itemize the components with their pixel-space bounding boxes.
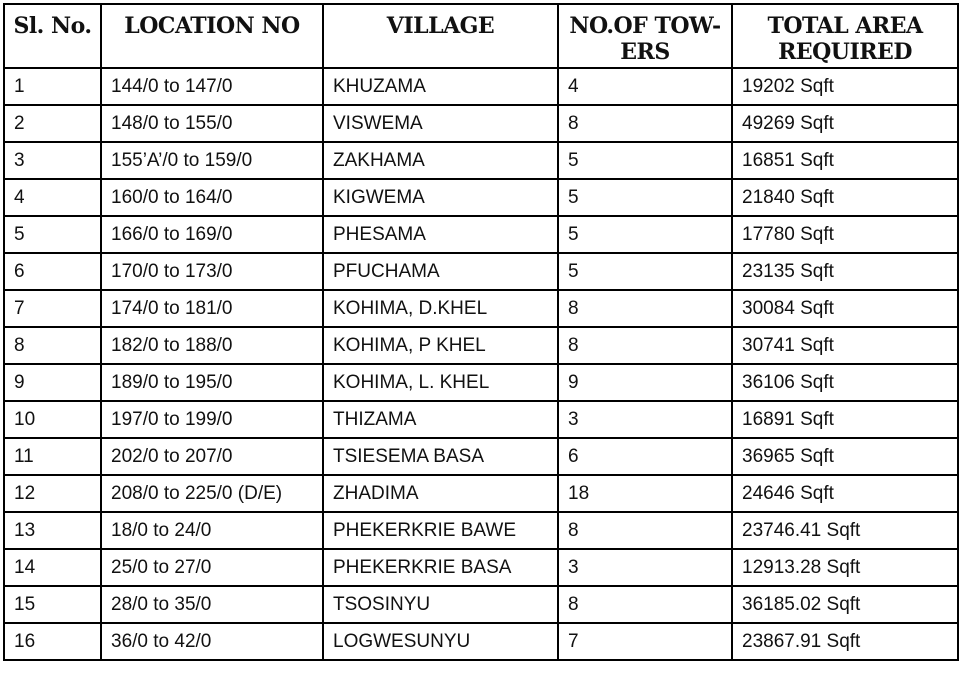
cell-location-no: 174/0 to 181/0 bbox=[101, 290, 323, 327]
cell-total-area: 23867.91 Sqft bbox=[732, 623, 958, 660]
cell-total-area: 36185.02 Sqft bbox=[732, 586, 958, 623]
cell-total-area: 49269 Sqft bbox=[732, 105, 958, 142]
cell-total-area: 16891 Sqft bbox=[732, 401, 958, 438]
cell-sl-no: 11 bbox=[4, 438, 101, 475]
cell-total-area: 36106 Sqft bbox=[732, 364, 958, 401]
cell-no-of-towers: 8 bbox=[558, 105, 732, 142]
cell-sl-no: 8 bbox=[4, 327, 101, 364]
cell-no-of-towers: 18 bbox=[558, 475, 732, 512]
cell-village: KOHIMA, L. KHEL bbox=[323, 364, 558, 401]
header-sl-no: Sl. No. bbox=[4, 4, 101, 68]
cell-no-of-towers: 4 bbox=[558, 68, 732, 105]
cell-village: TSIESEMA BASA bbox=[323, 438, 558, 475]
cell-village: ZHADIMA bbox=[323, 475, 558, 512]
header-no-of-towers-line-2: ERS bbox=[620, 39, 670, 65]
cell-location-no: 155’A’/0 to 159/0 bbox=[101, 142, 323, 179]
cell-village: TSOSINYU bbox=[323, 586, 558, 623]
cell-total-area: 19202 Sqft bbox=[732, 68, 958, 105]
cell-no-of-towers: 3 bbox=[558, 401, 732, 438]
cell-sl-no: 13 bbox=[4, 512, 101, 549]
cell-village: KIGWEMA bbox=[323, 179, 558, 216]
table-row bbox=[4, 327, 958, 364]
cell-sl-no: 10 bbox=[4, 401, 101, 438]
cell-sl-no: 6 bbox=[4, 253, 101, 290]
table-row bbox=[4, 512, 958, 549]
table-row bbox=[4, 253, 958, 290]
cell-location-no: 36/0 to 42/0 bbox=[101, 623, 323, 660]
cell-village: PHESAMA bbox=[323, 216, 558, 253]
cell-village: THIZAMA bbox=[323, 401, 558, 438]
cell-sl-no: 5 bbox=[4, 216, 101, 253]
header-total-area-required bbox=[732, 4, 958, 68]
table-body bbox=[4, 68, 958, 660]
cell-no-of-towers: 8 bbox=[558, 290, 732, 327]
cell-location-no: 18/0 to 24/0 bbox=[101, 512, 323, 549]
cell-sl-no: 15 bbox=[4, 586, 101, 623]
cell-total-area: 12913.28 Sqft bbox=[732, 549, 958, 586]
cell-total-area: 30084 Sqft bbox=[732, 290, 958, 327]
cell-sl-no: 16 bbox=[4, 623, 101, 660]
cell-village: VISWEMA bbox=[323, 105, 558, 142]
cell-total-area: 23135 Sqft bbox=[732, 253, 958, 290]
cell-location-no: 208/0 to 225/0 (D/E) bbox=[101, 475, 323, 512]
table-row bbox=[4, 179, 958, 216]
cell-village: PFUCHAMA bbox=[323, 253, 558, 290]
table-row bbox=[4, 142, 958, 179]
cell-location-no: 144/0 to 147/0 bbox=[101, 68, 323, 105]
table-row bbox=[4, 216, 958, 253]
header-no-of-towers bbox=[558, 4, 732, 68]
cell-sl-no: 4 bbox=[4, 179, 101, 216]
cell-total-area: 16851 Sqft bbox=[732, 142, 958, 179]
cell-village: KHUZAMA bbox=[323, 68, 558, 105]
cell-location-no: 189/0 to 195/0 bbox=[101, 364, 323, 401]
table-row bbox=[4, 290, 958, 327]
cell-location-no: 148/0 to 155/0 bbox=[101, 105, 323, 142]
cell-sl-no: 2 bbox=[4, 105, 101, 142]
table-row bbox=[4, 68, 958, 105]
cell-location-no: 202/0 to 207/0 bbox=[101, 438, 323, 475]
cell-total-area: 21840 Sqft bbox=[732, 179, 958, 216]
cell-total-area: 24646 Sqft bbox=[732, 475, 958, 512]
cell-no-of-towers: 8 bbox=[558, 586, 732, 623]
table-row bbox=[4, 549, 958, 586]
cell-no-of-towers: 5 bbox=[558, 216, 732, 253]
cell-location-no: 28/0 to 35/0 bbox=[101, 586, 323, 623]
table-row bbox=[4, 364, 958, 401]
cell-no-of-towers: 3 bbox=[558, 549, 732, 586]
cell-sl-no: 9 bbox=[4, 364, 101, 401]
cell-location-no: 25/0 to 27/0 bbox=[101, 549, 323, 586]
cell-village: KOHIMA, D.KHEL bbox=[323, 290, 558, 327]
towers-table bbox=[3, 3, 959, 661]
cell-village: PHEKERKRIE BASA bbox=[323, 549, 558, 586]
cell-no-of-towers: 6 bbox=[558, 438, 732, 475]
cell-sl-no: 1 bbox=[4, 68, 101, 105]
header-total-area-line-1: TOTAL AREA bbox=[767, 13, 923, 39]
cell-sl-no: 14 bbox=[4, 549, 101, 586]
cell-location-no: 166/0 to 169/0 bbox=[101, 216, 323, 253]
table-row bbox=[4, 438, 958, 475]
cell-village: PHEKERKRIE BAWE bbox=[323, 512, 558, 549]
cell-location-no: 170/0 to 173/0 bbox=[101, 253, 323, 290]
cell-location-no: 182/0 to 188/0 bbox=[101, 327, 323, 364]
header-row bbox=[4, 4, 958, 68]
cell-no-of-towers: 5 bbox=[558, 253, 732, 290]
cell-village: LOGWESUNYU bbox=[323, 623, 558, 660]
header-village: VILLAGE bbox=[323, 4, 558, 68]
table-row bbox=[4, 401, 958, 438]
cell-total-area: 36965 Sqft bbox=[732, 438, 958, 475]
cell-no-of-towers: 8 bbox=[558, 512, 732, 549]
cell-no-of-towers: 7 bbox=[558, 623, 732, 660]
table-row bbox=[4, 586, 958, 623]
header-no-of-towers-line-1: NO.OF TOW- bbox=[569, 13, 721, 39]
table-row bbox=[4, 475, 958, 512]
cell-sl-no: 12 bbox=[4, 475, 101, 512]
cell-total-area: 23746.41 Sqft bbox=[732, 512, 958, 549]
table-row bbox=[4, 623, 958, 660]
cell-sl-no: 7 bbox=[4, 290, 101, 327]
cell-total-area: 30741 Sqft bbox=[732, 327, 958, 364]
cell-village: ZAKHAMA bbox=[323, 142, 558, 179]
cell-no-of-towers: 5 bbox=[558, 142, 732, 179]
cell-no-of-towers: 9 bbox=[558, 364, 732, 401]
cell-location-no: 197/0 to 199/0 bbox=[101, 401, 323, 438]
cell-no-of-towers: 5 bbox=[558, 179, 732, 216]
cell-total-area: 17780 Sqft bbox=[732, 216, 958, 253]
cell-location-no: 160/0 to 164/0 bbox=[101, 179, 323, 216]
cell-sl-no: 3 bbox=[4, 142, 101, 179]
header-total-area-line-2: REQUIRED bbox=[778, 39, 912, 65]
table-row bbox=[4, 105, 958, 142]
header-location-no: LOCATION NO bbox=[101, 4, 323, 68]
cell-no-of-towers: 8 bbox=[558, 327, 732, 364]
cell-village: KOHIMA, P KHEL bbox=[323, 327, 558, 364]
